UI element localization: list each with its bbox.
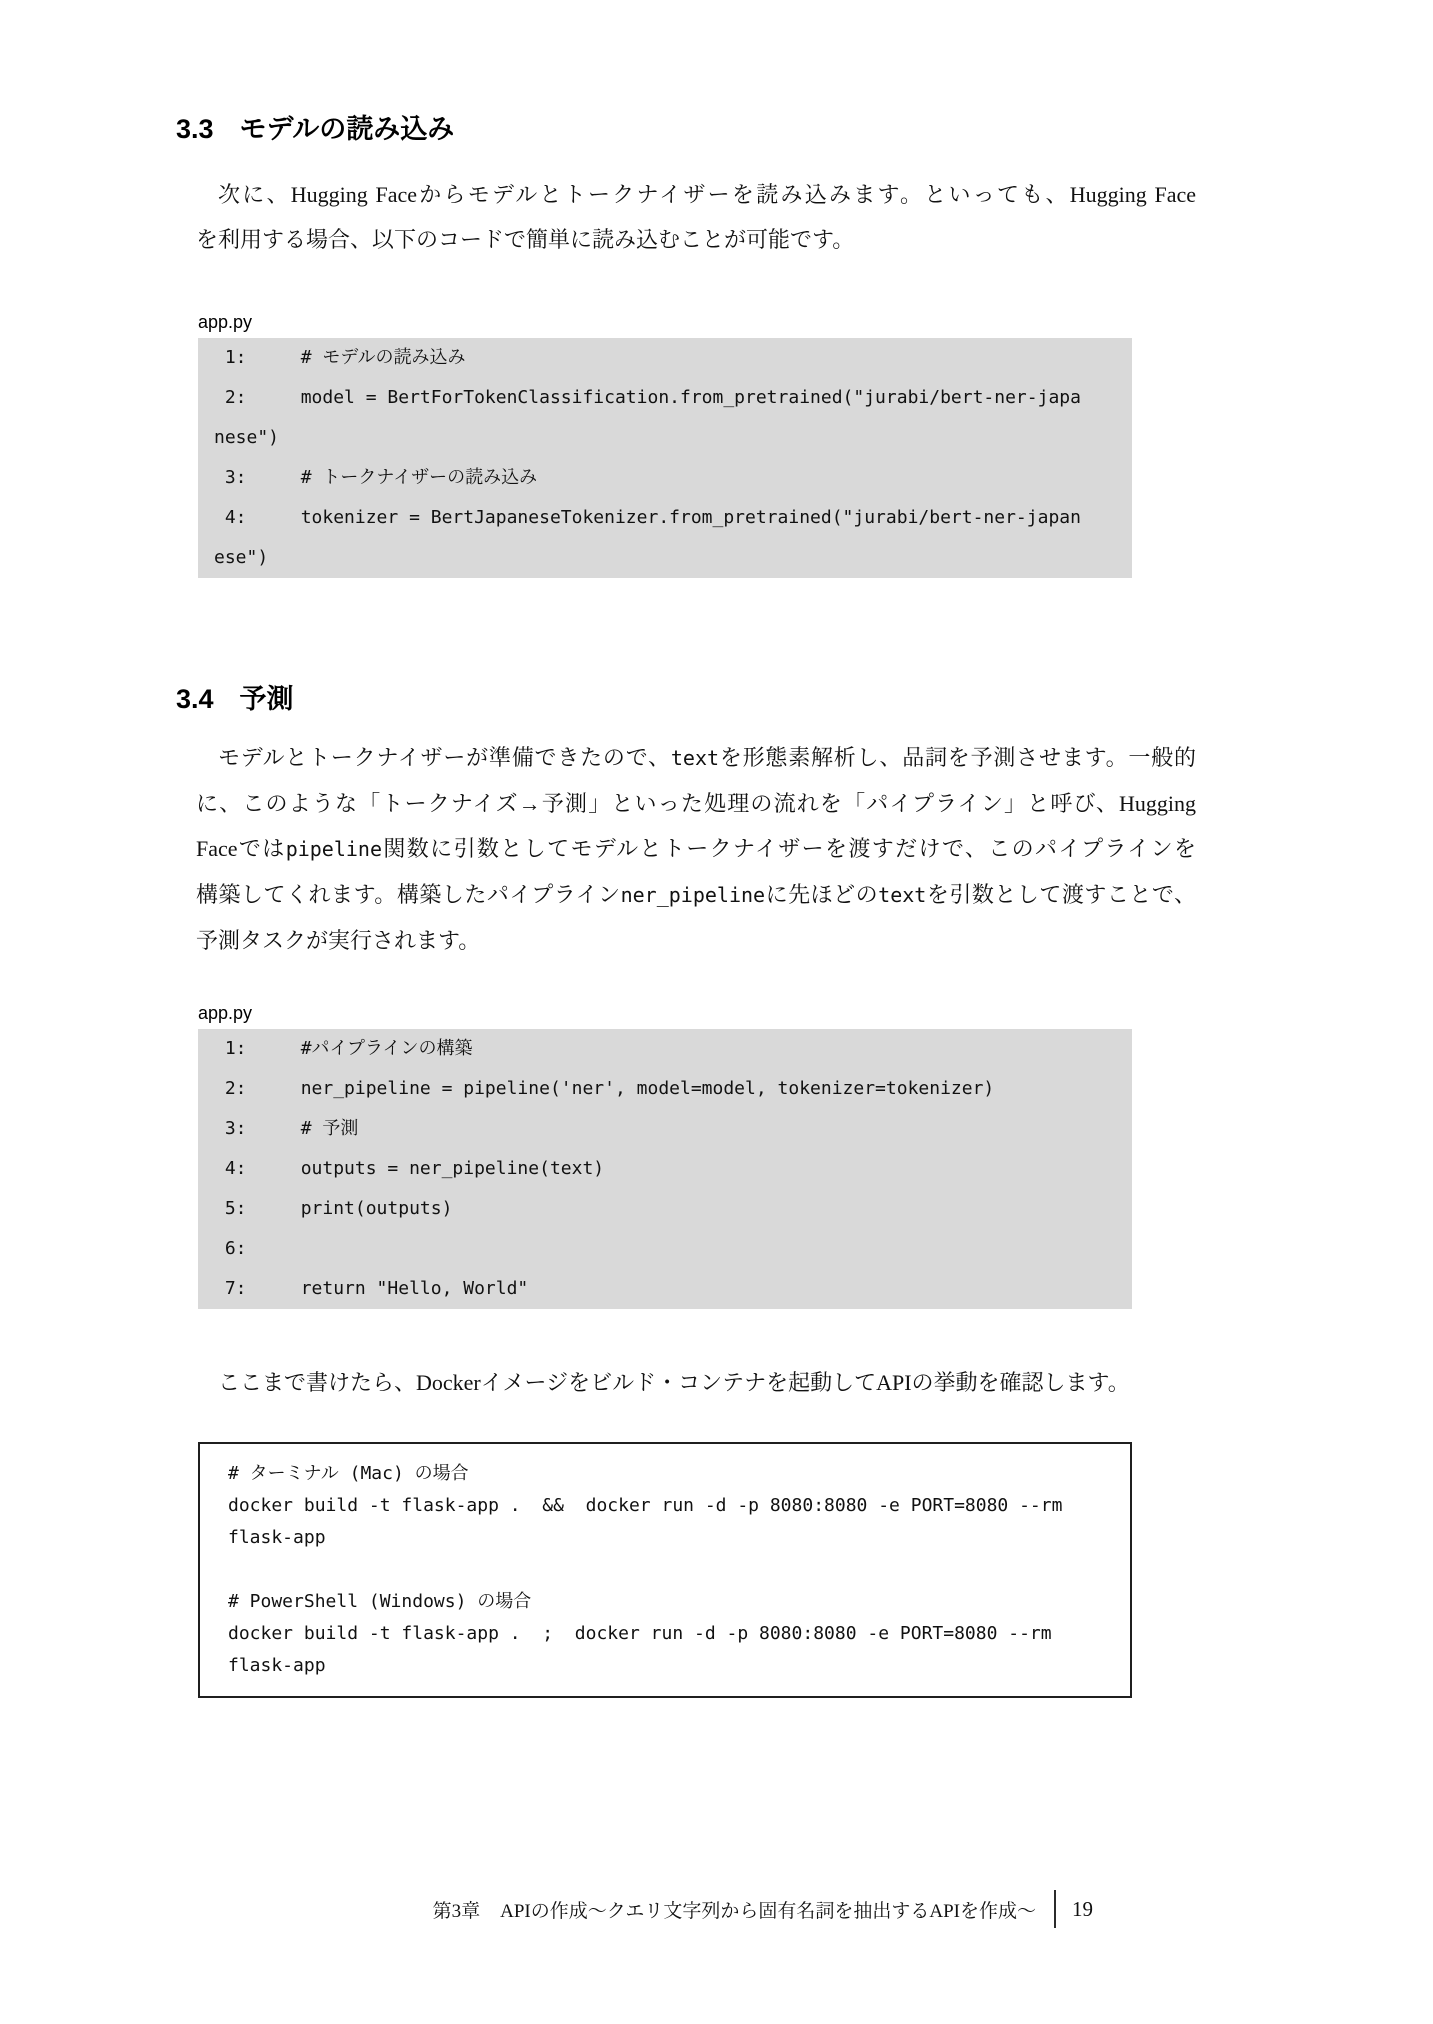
code-line: 3: # トークナイザーの読み込み xyxy=(214,467,538,488)
text-line xyxy=(196,172,1196,217)
text-segment: 次に、Hugging Faceからモデルとトークナイザーを読み込みます。といっても、Hugging Face xyxy=(218,182,1196,207)
text-segment: Faceでは xyxy=(196,836,286,861)
code-line: flask-app xyxy=(228,1655,326,1676)
text-line xyxy=(196,217,1196,262)
code-line: 1: # モデルの読み込み xyxy=(214,347,466,368)
section-title: モデルの読み込み xyxy=(239,114,455,144)
code-line: 4: tokenizer = BertJapaneseTokenizer.from_pretrained("jurabi/bert-ner-japan xyxy=(214,507,1081,528)
text-line xyxy=(196,735,1196,781)
code-line: # ターミナル (Mac) の場合 xyxy=(228,1463,469,1484)
code-line: 3: # 予測 xyxy=(214,1118,359,1139)
section-number: 3.4 xyxy=(176,684,214,714)
inline-code: text xyxy=(670,746,720,770)
code-line xyxy=(228,1554,1102,1586)
code-line: 2: ner_pipeline = pipeline('ner', model=model, tokenizer=tokenizer) xyxy=(214,1078,995,1099)
section-heading-3-3 xyxy=(176,114,454,145)
code-line: docker build -t flask-app . ; docker run -d -p 8080:8080 -e PORT=8080 --rm xyxy=(228,1623,1052,1644)
text-segment: に先ほどの xyxy=(765,882,879,907)
paragraph-docker-note xyxy=(196,1360,1196,1405)
code-line: ese") xyxy=(214,547,269,568)
footer-chapter-label: 第3章 xyxy=(432,1900,481,1922)
section-title: 予測 xyxy=(239,684,294,714)
code-line: nese") xyxy=(214,427,280,448)
terminal-command-block xyxy=(198,1442,1132,1698)
code-line: docker build -t flask-app . && docker run -d -p 8080:8080 -e PORT=8080 --rm xyxy=(228,1495,1063,1516)
text-segment: 予測タスクが実行されます。 xyxy=(196,928,481,953)
text-segment: を形態素解析し、品詞を予測させます。一般的 xyxy=(719,745,1196,770)
footer-chapter-title: APIの作成〜クエリ文字列から固有名詞を抽出するAPIを作成〜 xyxy=(500,1900,1036,1922)
text-segment: 構築してくれます。構築したパイプライン xyxy=(196,882,621,907)
code-line: 2: model = BertForTokenClassification.from_pretrained("jurabi/bert-ner-japa xyxy=(214,387,1081,408)
text-line xyxy=(196,781,1196,826)
inline-code: text xyxy=(878,883,927,907)
text-line xyxy=(196,918,1196,963)
code-line: flask-app xyxy=(228,1527,326,1548)
inline-code: ner_pipeline xyxy=(620,883,766,907)
text-segment: を引数として渡すことで、 xyxy=(926,882,1196,907)
text-segment: 関数に引数としてモデルとトークナイザーを渡すだけで、このパイプラインを xyxy=(382,836,1197,861)
code-line: 4: outputs = ner_pipeline(text) xyxy=(214,1158,605,1179)
section-number: 3.3 xyxy=(176,114,214,144)
code-line: 5: print(outputs) xyxy=(214,1198,453,1219)
text-segment: ここまで書けたら、Dockerイメージをビルド・コンテナを起動してAPIの挙動を確認します。 xyxy=(218,1370,1130,1395)
text-segment: を利用する場合、以下のコードで簡単に読み込むことが可能です。 xyxy=(196,227,855,252)
text-line xyxy=(196,1360,1196,1405)
text-line xyxy=(196,826,1196,872)
code-line: # PowerShell (Windows) の場合 xyxy=(228,1591,532,1612)
code-line: 7: return "Hello, World" xyxy=(214,1278,529,1299)
section-heading-3-4 xyxy=(176,684,294,715)
inline-code: pipeline xyxy=(285,837,383,861)
code-filename-label: app.py xyxy=(198,1003,253,1023)
text-segment: に、このような「トークナイズ→予測」といった処理の流れを「パイプライン」と呼び、Hugging xyxy=(196,791,1196,816)
text-segment: モデルとトークナイザーが準備できたので、 xyxy=(218,745,671,770)
text-line xyxy=(196,872,1196,918)
page-number: 19 xyxy=(1072,1896,1093,1921)
code-line: 1: #パイプラインの構築 xyxy=(214,1038,473,1059)
paragraph-model-loading xyxy=(196,172,1196,262)
code-line: 6: xyxy=(214,1238,247,1259)
footer-divider xyxy=(1054,1890,1056,1928)
code-block-model-loading xyxy=(198,338,1132,578)
paragraph-prediction xyxy=(196,735,1196,963)
code-filename-label: app.py xyxy=(198,312,253,332)
page-footer xyxy=(0,1890,1093,1928)
code-block-pipeline xyxy=(198,1029,1132,1309)
